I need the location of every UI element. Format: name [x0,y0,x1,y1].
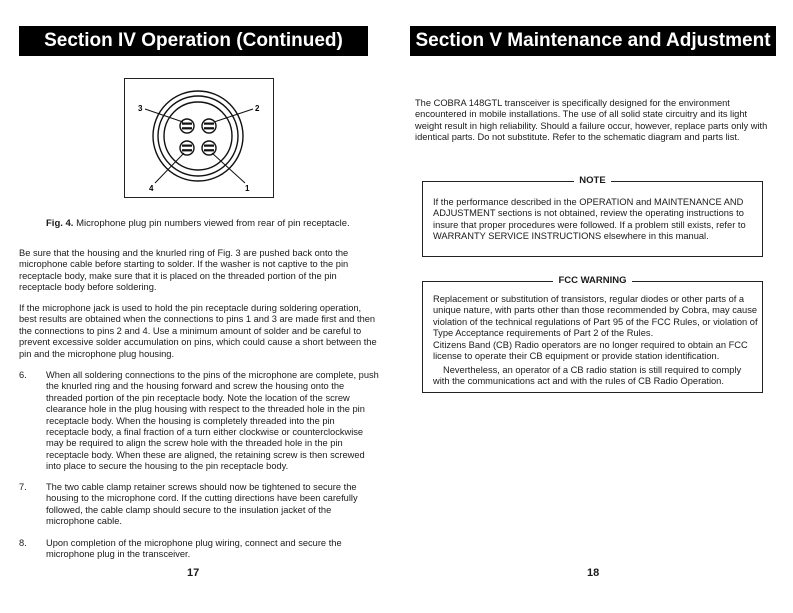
fcc-paragraph-compliance: Nevertheless, an operator of a CB radio station is still required to comply with the communications act and with the rules of CB Radio Operation. [433,365,742,387]
note-label: NOTE [574,175,610,186]
page-number: 17 [187,567,200,579]
step-6-text: When all soldering connections to the pins of the microphone are complete, push the knurled ring and the housing forward and screw the housing onto the threaded portion of the pin receptacle body. Note the location of the screw clearance hole in the plug housing with respect to the threaded hole in the pin receptacle body. When the housing is completely threaded into the pin receptacle body, a final fraction of a turn either clockwise or counterclockwise may be required to align the screw hole with the threaded hole in the pin receptacle body. When these are aligned, the retaining screw is then screwed into place to secure the housing to the pin receptacle body. [46,370,379,472]
note-box [422,175,763,257]
fcc-paragraph-license: Citizens Band (CB) Radio operators are no longer required to obtain an FCC license to operate their CB equipment or provide station identification. [433,340,748,362]
caption-label: Fig. 4. [46,218,74,229]
page-17 [0,0,396,613]
pin-label-4: 4 [149,184,154,193]
figure-caption [46,218,376,230]
middle-ring [158,96,238,176]
leader-line-1 [212,153,245,183]
pin-3 [180,119,194,133]
step-7-text: The two cable clamp retainer screws should now be tightened to secure the housing to the microphone cord. If the cutting directions have been carefully followed, the cable clamp should secure to the insulation jacket of the microphone cable. [46,482,358,527]
paragraph-soldering: If the microphone jack is used to hold the pin receptacle during soldering operation, best results are obtained when the connections to pins 1 and 3 are made first and then the connections to pins 2 and 4. Use a minimum amount of solder and be careful to prevent excessive solder accumulation on pins, which could cause a short between the pin and the microphone plug housing. [19,303,377,359]
outer-ring [153,91,243,181]
step-8-text: Upon completion of the microphone plug wiring, connect and secure the microphone plug in the transceiver. [46,538,342,560]
fcc-paragraph-replacement: Replacement or substitution of transistors, regular diodes or other parts of a unique nature, with parts other than those recommended by Cobra, may cause violation of the technical regulations of Part 95 of the FCC Rules, or violation of Type Acceptance requirements of Part 2 of the Rules. [433,294,758,339]
pin-4 [180,141,194,155]
paragraph-housing: Be sure that the housing and the knurled ring of Fig. 3 are pushed back onto the microphone cable before starting to solder. If the washer is not captive to the pin receptacle body, make sure that it is placed on the threaded portion of the pin receptacle body before soldering. [19,248,349,293]
pin-1 [202,141,216,155]
note-text: If the performance described in the OPERATION and MAINTENANCE AND ADJUSTMENT sections is not obtained, review the operating instructions to insure that proper procedures were followed. If a problem still exists, refer to WARRANTY SERVICE INSTRUCTIONS elsewhere in this manual. [433,197,746,242]
inner-ring [164,102,232,170]
page-number: 18 [587,567,600,579]
step-6-number: 6. [19,370,27,380]
microphone-plug-diagram [125,79,275,199]
microphone-plug-figure [124,78,274,198]
intro-paragraph: The COBRA 148GTL transceiver is specifically designed for the environment encountered in mobile installations. The use of all solid state circuitry and its light weight result in high reliability. Should a failure occur, however, replace parts only with identical parts. Do not substitute. Refer to the schematic diagram and parts list. [415,98,768,143]
section-iv-banner: Section IV Operation (Continued) [19,26,368,56]
leader-line-4 [155,153,184,183]
pin-2 [202,119,216,133]
section-v-banner: Section V Maintenance and Adjustment [410,26,776,56]
leader-line-2 [214,109,253,122]
step-7-number: 7. [19,482,27,492]
fcc-warning-label: FCC WARNING [553,275,631,286]
pin-label-2: 2 [255,104,260,113]
page-18 [397,0,793,613]
caption-text: Microphone plug pin numbers viewed from rear of pin receptacle. [76,218,350,229]
pin-label-1: 1 [245,184,250,193]
step-8-number: 8. [19,538,27,548]
pin-label-3: 3 [138,104,143,113]
leader-line-3 [145,109,183,122]
fcc-warning-box [422,275,763,393]
